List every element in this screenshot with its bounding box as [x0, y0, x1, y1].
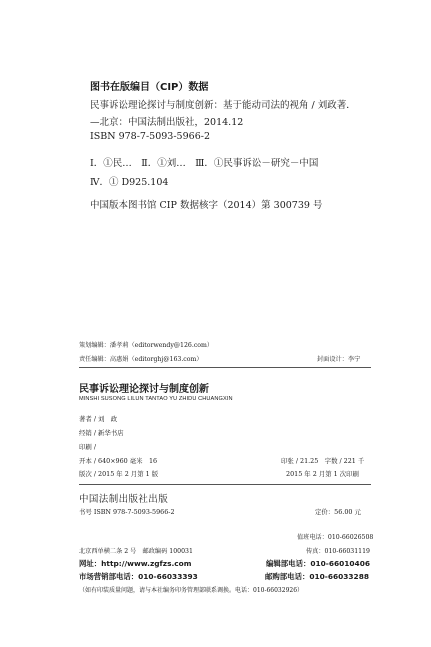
quality-notice: （如有印装质量问题，请与本社编务印务管理部联系调换。电话：010-66032926） — [79, 587, 304, 594]
edition-line: 版次 / 2015 年 2 月第 1 版 — [79, 470, 159, 478]
cip-heading: 图书在版编目（CIP）数据 — [90, 82, 209, 93]
sheets-words-line: 印张 / 21.25 字数 / 221 千 — [281, 457, 365, 465]
planning-editor: 策划编辑：潘孝莉（editorwendy@126.com） — [79, 342, 214, 349]
distribution-line: 经销 / 新华书店 — [79, 429, 124, 437]
publisher-name: 中国法制出版社出版 — [79, 494, 169, 505]
middle-divider — [79, 484, 371, 485]
cip-publication-line: —北京：中国法制出版社，2014.12 — [90, 117, 244, 128]
cip-title-line: 民事诉讼理论探讨与制度创新：基于能动司法的视角 / 刘政著． — [90, 100, 356, 111]
website-line: 网址：http://www.zgfzs.com — [79, 559, 192, 568]
cip-isbn-line: ISBN 978-7-5093-5966-2 — [90, 131, 210, 142]
cip-library-line: 中国版本图书馆 CIP 数据核字（2014）第 300739 号 — [90, 200, 323, 211]
book-title: 民事诉讼理论探讨与制度创新 — [79, 384, 209, 395]
cip-classification-line: Ⅳ．① D925.104 — [90, 177, 169, 188]
marketing-phone: 市场营销部电话：010-66033393 — [79, 572, 198, 581]
top-divider — [79, 367, 371, 368]
isbn-line: 书号 ISBN 978-7-5093-5966-2 — [79, 508, 175, 516]
fax-line: 传真：010-66031119 — [306, 548, 370, 555]
duty-phone: 值班电话：010-66026508 — [297, 534, 374, 541]
book-title-pinyin: MINSHI SUSONG LILUN TANTAO YU ZHIDU CHUANGXIN — [79, 396, 233, 402]
mail-order-phone: 邮购部电话：010-66033288 — [265, 572, 369, 581]
author-line: 著者 / 刘 政 — [79, 415, 118, 423]
responsible-editor: 责任编辑：高惠娟（editorghj@163.com） — [79, 356, 203, 363]
printing-date-line: 2015 年 2 月第 1 次印刷 — [286, 470, 359, 478]
cip-subject-line: Ⅰ．①民… Ⅱ．①刘… Ⅲ．①民事诉讼－研究－中国 — [90, 158, 319, 169]
cover-designer: 封面设计：李宁 — [317, 356, 361, 363]
format-line: 开本 / 640×960 毫米 16 — [79, 457, 158, 465]
address-line: 北京西单横二条 2 号 邮政编码 100031 — [79, 548, 193, 555]
price-line: 定价：56.00 元 — [315, 508, 361, 516]
printing-line: 印刷 / — [79, 443, 96, 451]
editorial-phone: 编辑部电话：010-66010406 — [266, 559, 370, 568]
